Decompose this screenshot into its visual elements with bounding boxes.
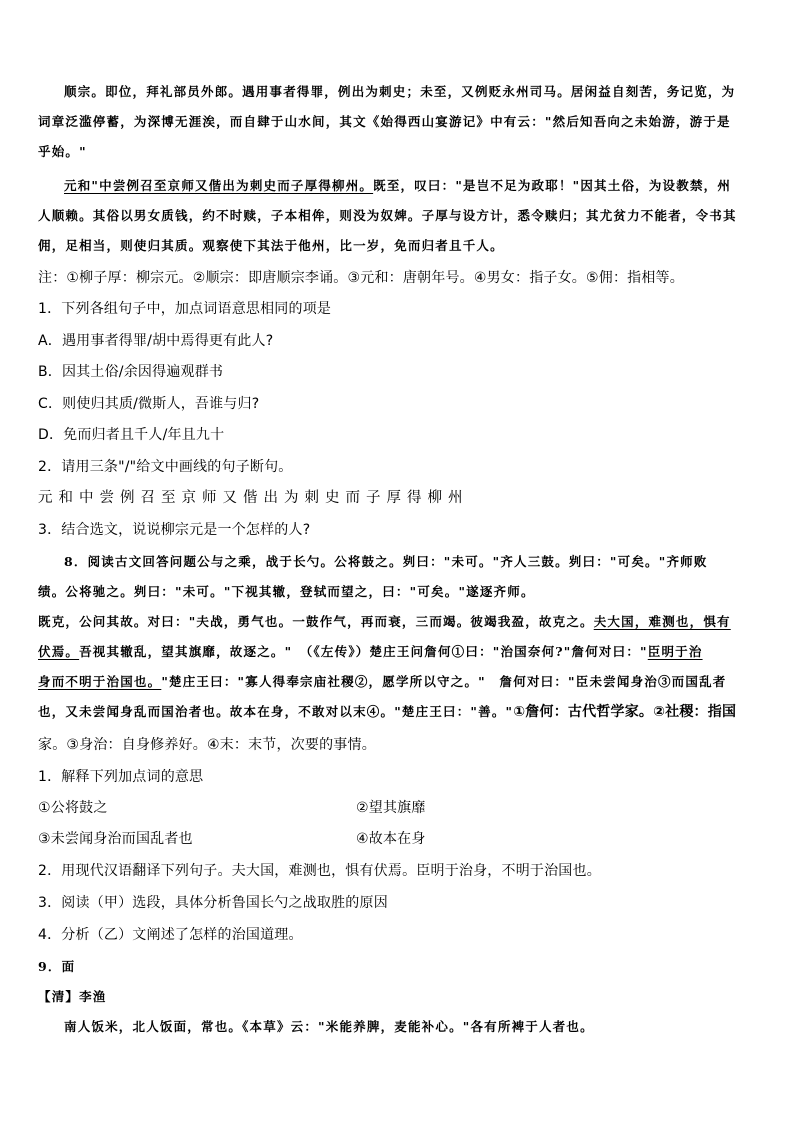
- underlined-phrase-2: 臣明于治: [647, 644, 703, 659]
- passage2-line4: [38, 642, 758, 662]
- passage2-note-end: 家。③身治：自身修养好。④末：末节，次要的事情。: [38, 737, 376, 753]
- passage1-line6: 佣，足相当，则使归其质。观察使下其法于他州，比一岁，免而归者且千人。: [38, 238, 504, 253]
- passage2-line3: [38, 612, 758, 632]
- q2-4-stem: 4．分析（乙）文阐述了怎样的治国道理。: [38, 927, 303, 943]
- q2-1-item2: ②望其旗靡: [356, 800, 426, 816]
- q2-1-row2: [38, 829, 758, 849]
- q3-stem: 3．结合选文，说说柳宗元是一个怎样的人?: [38, 522, 311, 538]
- passage1-line4-rest: 既至，叹曰："是岂不足为政耶！"因其土俗，为设教禁，州: [373, 178, 732, 193]
- underlined-phrase-1-end: 伏焉。: [38, 644, 80, 659]
- q2-1-stem: 1．解释下列加点词的意思: [38, 769, 204, 785]
- q2-1-item4: ④故本在身: [356, 831, 426, 847]
- passage1-line3: 乎始。": [38, 144, 87, 159]
- passage1-line4: [64, 176, 784, 196]
- passage2-line5-text: "楚庄王曰："寡人得奉宗庙社稷②，愿学所以守之。" 詹何对曰："臣未尝闻身治③而国乱者: [161, 674, 727, 689]
- q2-1-item3: ③未尝闻身治而国乱者也: [38, 831, 193, 847]
- passage3-line1: 南人饭米，北人饭面，常也。《本草》云："米能养脾，麦能补心。"各有所裨于人者也。: [64, 1019, 594, 1034]
- passage2-line1: 8．阅读古文回答问题公与之乘，战于长勺。公将鼓之。刿曰："未可。"齐人三鼓。刿曰："可矣。"齐师败: [64, 554, 708, 569]
- passage1-line2: 词章泛滥停蓄，为深博无涯涘，而自肆于山水间，其文《始得西山宴游记》中有云："然后知吾向之未始游，游于是: [38, 114, 731, 129]
- passage2-line6: [38, 702, 758, 722]
- q1-option-d: D．免而归者且千人/年且九十: [38, 427, 225, 443]
- underlined-sentence: 元和"中尝例召至京师又偕出为刺史而子厚得柳州。: [64, 178, 374, 193]
- q1-stem: 1．下列各组句子中，加点词语意思相同的项是: [38, 301, 332, 317]
- passage2-line3-text: 既克，公问其故。对曰："夫战，勇气也。一鼓作气，再而衰，三而竭。彼竭我盈，故克之。: [38, 614, 594, 629]
- passage3-heading: 9．面: [38, 959, 76, 974]
- q2-sentence: 元和中尝例召至京师又偕出为刺史而子厚得柳州: [38, 490, 469, 506]
- passage2-line5: [38, 672, 758, 692]
- passage2-line6-text: 也，又未尝闻身乱而国治者也。故本在身，不敢对以末④。"楚庄王曰："善。": [38, 704, 514, 719]
- q2-1-item1: ①公将鼓之: [38, 800, 108, 816]
- q2-stem: 2．请用三条"/"给文中画线的句子断句。: [38, 459, 293, 475]
- passage3-author: 【清】李渔: [38, 989, 107, 1004]
- q2-3-stem: 3．阅读（甲）选段，具体分析鲁国长勺之战取胜的原因: [38, 895, 388, 911]
- underlined-phrase-2-end: 身而不明于治国也。: [38, 674, 162, 689]
- passage2-note-start: ①詹何：古代哲学家。②社稷：指国: [513, 704, 737, 720]
- q2-1-row1: [38, 798, 758, 818]
- underlined-phrase-1: 夫大国，难测也，惧有: [593, 614, 731, 629]
- note1: 注：①柳子厚：柳宗元。②顺宗：即唐顺宗李诵。③元和：唐朝年号。④男女：指子女。⑤佣：指相等。: [38, 270, 684, 286]
- q1-option-c: C．则使归其质/微斯人，吾谁与归?: [38, 396, 260, 412]
- q2-2-stem: 2．用现代汉语翻译下列句子。夫大国，难测也，惧有伏焉。臣明于治身，不明于治国也。: [38, 863, 601, 879]
- passage1-line5: 人顺赖。其俗以男女质钱，约不时赎，子本相侔，则没为奴婢。子厚与设方计，悉令赎归；其尤贫力不能者，令书其: [38, 208, 737, 223]
- q1-option-a: A．遇用事者得罪/胡中焉得更有此人?: [38, 333, 274, 349]
- passage2-line2: 绩。公将驰之。刿曰："未可。"下视其辙，登轼而望之，曰："可矣。"遂逐齐师。: [38, 584, 535, 599]
- q1-option-b: B．因其土俗/余因得遍观群书: [38, 364, 224, 380]
- passage2-line4-text: 吾视其辙乱，望其旗靡，故逐之。" （《左传》）楚庄王问詹何①曰："治国奈何?"詹何对曰：": [79, 644, 648, 659]
- passage1-line1: 顺宗。即位，拜礼部员外郎。遇用事者得罪，例出为刺史；未至，又例贬永州司马。居闲益自刻苦，务记览，为: [64, 84, 736, 99]
